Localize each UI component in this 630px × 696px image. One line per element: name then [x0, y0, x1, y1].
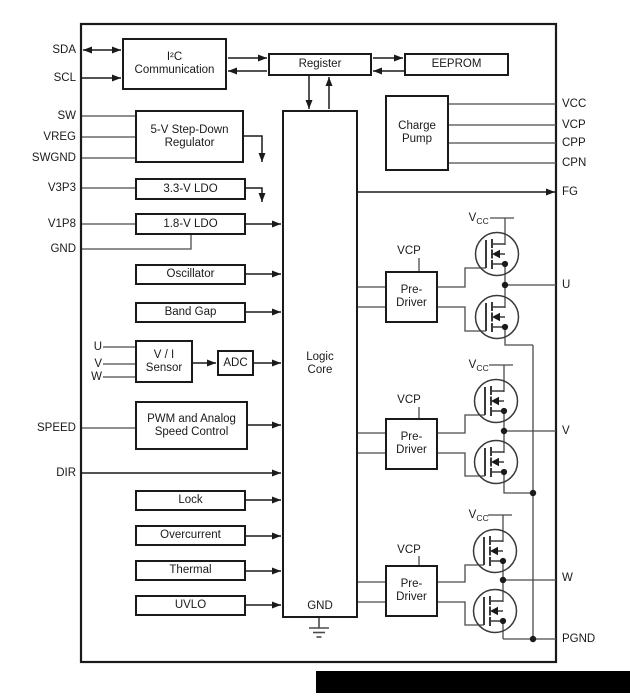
- block-overcurrent: [135, 525, 246, 546]
- mosfet-u-low: [476, 296, 519, 339]
- vcc-rail-label-w: $V_{CC}$: [468, 509, 489, 523]
- block-label: UVLO: [174, 599, 207, 611]
- block-label: Lock: [178, 494, 203, 506]
- block-label: Pump: [401, 133, 433, 145]
- block-label: Thermal: [169, 564, 212, 576]
- block-label: ADC: [223, 356, 248, 369]
- wire-stepdown-out: [244, 136, 262, 162]
- pin-label-vreg: VREG: [43, 131, 76, 143]
- wires-bridge: [488, 218, 556, 639]
- wire-gnd-pin: [82, 235, 191, 249]
- mosfet-v-high: [475, 380, 518, 423]
- block-label: Logic: [306, 351, 334, 363]
- wire-pd1-gate-high: [438, 268, 486, 287]
- node-u: [502, 282, 508, 288]
- pin-label-v3p3: V3P3: [47, 182, 76, 194]
- sense-label-v: V: [94, 358, 102, 370]
- block-label: 3.3-V LDO: [163, 182, 218, 195]
- block-stepdown-regulator: [135, 110, 244, 163]
- block-label: Driver: [396, 444, 427, 456]
- wire-u-low-source: [505, 327, 533, 345]
- block-label: V / I: [153, 348, 175, 361]
- logic-core-gnd-label: GND: [307, 600, 333, 612]
- block-label: Communication: [134, 64, 215, 76]
- vcc-rail-label-v: $V_{CC}$: [468, 359, 489, 373]
- redaction-bar: [316, 671, 630, 693]
- block-label: Speed Control: [154, 425, 229, 438]
- block-label: 1.8-V LDO: [163, 217, 218, 230]
- block-label: Sensor: [145, 361, 183, 374]
- block-charge-pump: [385, 95, 449, 171]
- block-register: [268, 53, 372, 76]
- block-logic-core: [282, 110, 358, 618]
- block-label: Driver: [396, 297, 427, 309]
- block-adc: [217, 350, 254, 376]
- block-label: Core: [307, 364, 333, 376]
- pin-label-fg: FG: [562, 186, 578, 198]
- pin-label-u: U: [562, 279, 571, 291]
- sense-label-u: U: [93, 341, 102, 353]
- vcp-supply-label-u: VCP: [397, 245, 421, 257]
- mosfet-w-low: [474, 590, 517, 633]
- pin-label-gnd: GND: [50, 243, 76, 255]
- block-label: EEPROM: [431, 58, 482, 70]
- pin-label-sda: SDA: [52, 44, 76, 56]
- block-label: Pre-: [400, 284, 423, 296]
- pin-label-swgnd: SWGND: [31, 152, 76, 164]
- node-v: [501, 428, 507, 434]
- pin-label-v1p8: V1P8: [47, 218, 76, 230]
- pin-label-sw: SW: [57, 110, 76, 122]
- block-uvlo: [135, 595, 246, 616]
- block-label: Band Gap: [164, 306, 217, 318]
- block-bandgap: [135, 302, 246, 323]
- block-label: 5-V Step-Down: [150, 123, 229, 136]
- pin-label-w: W: [562, 572, 573, 584]
- block-predriver-u: [385, 271, 438, 323]
- block-label: I²C: [166, 51, 183, 63]
- pin-label-speed: SPEED: [37, 422, 76, 434]
- node-w: [500, 577, 506, 583]
- vcp-supply-label-v: VCP: [397, 394, 421, 406]
- block-i2c-communication: [122, 38, 227, 90]
- block-predriver-v: [385, 418, 438, 470]
- node-rail-v: [530, 490, 536, 496]
- pin-label-pgnd: PGND: [562, 633, 596, 645]
- block-label: Charge: [398, 120, 436, 132]
- block-thermal: [135, 560, 246, 581]
- pin-label-vcc: VCC: [562, 98, 587, 110]
- pin-label-v: V: [562, 425, 570, 437]
- block-label: Pre-: [400, 578, 423, 590]
- block-ldo-3v3: [135, 178, 246, 200]
- mosfet-w-high: [474, 530, 517, 573]
- wire-pd2-gate-high: [438, 415, 485, 433]
- pin-label-vcp: VCP: [562, 119, 586, 131]
- vcc-rail-label-u: $V_{CC}$: [468, 212, 489, 226]
- mosfet-v-low: [475, 441, 518, 484]
- vcp-supply-label-w: VCP: [397, 544, 421, 556]
- node-rail-pgnd: [530, 636, 536, 642]
- block-label: Pre-: [400, 431, 423, 443]
- wire-v-low-source: [504, 472, 533, 493]
- block-vi-sensor: [135, 340, 193, 383]
- pin-label-cpp: CPP: [562, 137, 586, 149]
- wire-ldo33-out: [246, 188, 262, 202]
- wire-pd3-gate-high: [438, 565, 484, 582]
- mosfet-u-high: [476, 233, 519, 276]
- block-predriver-w: [385, 565, 438, 617]
- block-eeprom: [404, 53, 509, 76]
- block-oscillator: [135, 264, 246, 285]
- block-label: PWM and Analog: [147, 412, 236, 425]
- ground-symbol: [309, 618, 329, 637]
- pin-label-dir: DIR: [56, 467, 76, 479]
- block-ldo-1v8: [135, 213, 246, 235]
- block-label: Overcurrent: [160, 529, 221, 541]
- block-pwm-speed-control: [135, 401, 248, 450]
- sense-label-w: W: [91, 371, 102, 383]
- block-lock: [135, 490, 246, 511]
- pin-label-scl: SCL: [53, 72, 76, 84]
- block-label: Register: [298, 58, 342, 70]
- block-label: Driver: [396, 591, 427, 603]
- block-label: Regulator: [164, 136, 215, 149]
- block-label: Oscillator: [166, 268, 215, 280]
- pin-label-cpn: CPN: [562, 157, 587, 169]
